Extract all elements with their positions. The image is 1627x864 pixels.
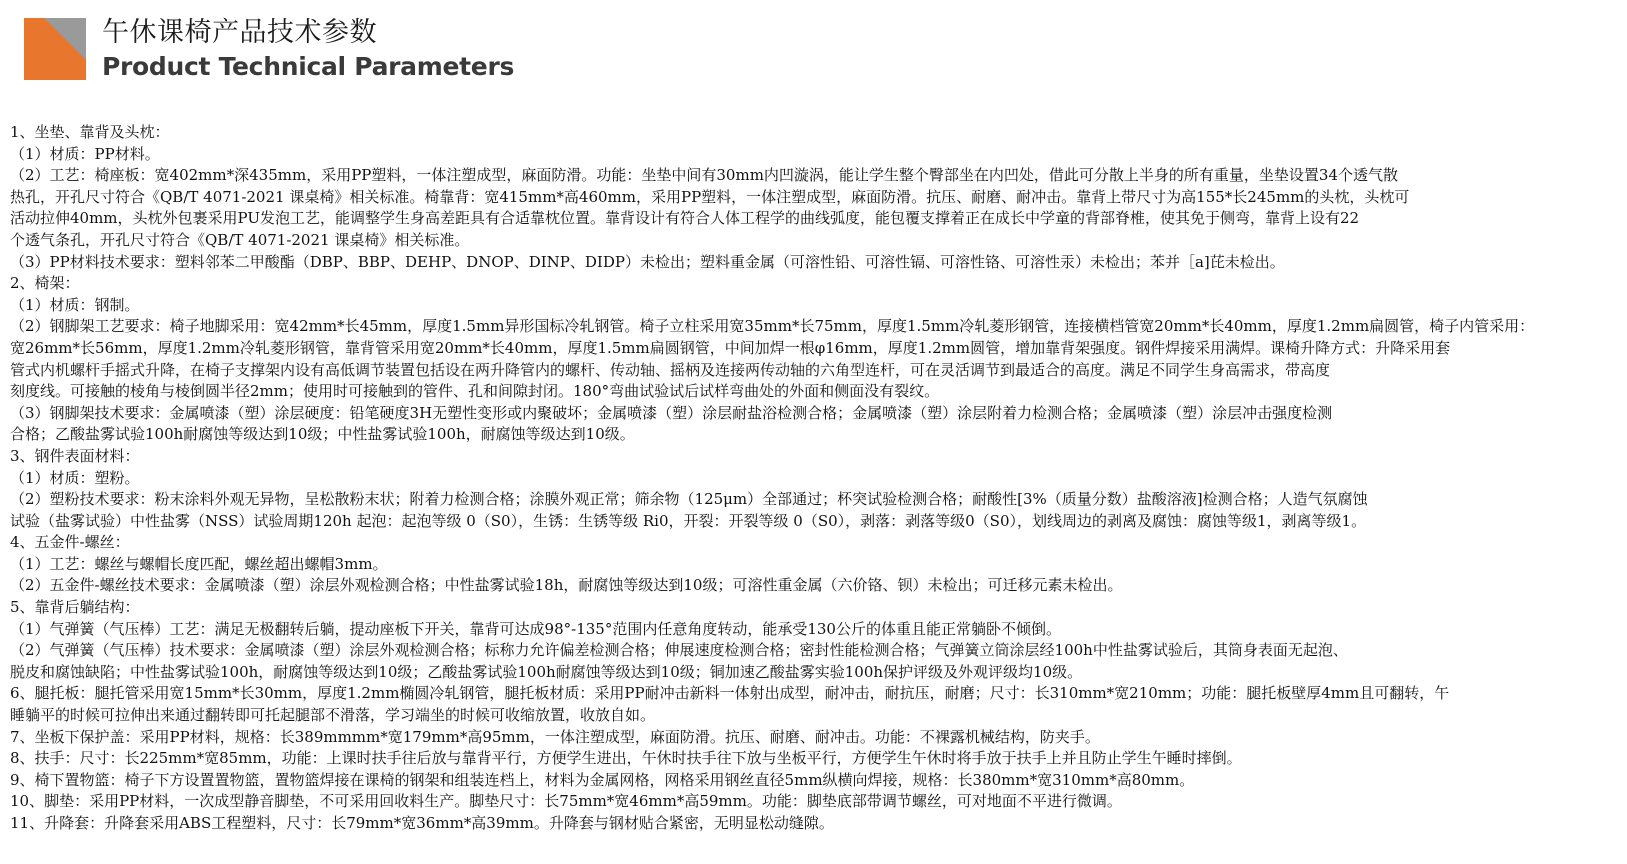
spec-line: 4、五金件-螺丝： xyxy=(10,533,130,552)
spec-line: 9、椅下置物篮：椅子下方设置置物篮，置物篮焊接在课椅的钢架和组装连档上，材料为金属网格，网格采用钢丝直径5mm纵横向焊接，规格：长380mm*宽310mm*高80mm。 xyxy=(10,770,1195,789)
spec-line: （2）工艺：椅座板：宽402mm*深435mm，采用PP塑料，一体注塑成型，麻面防滑。功能：坐垫中间有30mm内凹漩涡，能让学生整个臀部坐在内凹处，借此可分散上半身的所有重量，坐垫设置34个透气散 xyxy=(10,166,1399,185)
page-header xyxy=(24,14,624,84)
spec-line: 宽26mm*长56mm，厚度1.2mm冷轧菱形钢管，靠背管采用宽20mm*长40mm，厚度1.5mm扁圆钢管，中间加焊一根φ16mm，厚度1.2mm圆管，增加靠背架强度。钢件焊接采用满焊。课椅升降方式：升降采用套 xyxy=(10,338,1451,357)
spec-line: 11、升降套：升降套采用ABS工程塑料，尺寸：长79mm*宽36mm*高39mm。升降套与钢材贴合紧密，无明显松动缝隙。 xyxy=(10,814,834,832)
page-title-chinese: 午休课椅产品技术参数 xyxy=(102,17,377,48)
spec-line: 试验（盐雾试验）中性盐雾（NSS）试验周期120h 起泡：起泡等级 0（S0），生锈：生锈等级 Ri0，开裂：开裂等级 0（S0），剥落：剥落等级0（S0），划线周边的剥离及腐蚀：腐蚀等级1，剥离等级1。 xyxy=(10,511,1367,530)
spec-line: （2）钢脚架工艺要求：椅子地脚采用：宽42mm*长45mm，厚度1.5mm异形国标冷轧钢管。椅子立柱采用宽35mm*长75mm，厚度1.5mm冷轧菱形钢管，连接横档管宽20mm*长40mm，厚度1.2mm扁圆管，椅子内管采用： xyxy=(10,317,1535,336)
spec-line: 1、坐垫、靠背及头枕： xyxy=(10,123,170,141)
spec-line: （1）材质：钢制。 xyxy=(10,295,140,314)
spec-line: （1）气弹簧（气压棒）工艺：满足无极翻转后躺，提动座板下开关，靠背可达成98°-135°范围内任意角度转动，能承受130公斤的体重且能正常躺卧不倾倒。 xyxy=(10,619,1061,638)
spec-line: 5、靠背后躺结构： xyxy=(10,598,140,617)
spec-line: （1）材质：塑粉。 xyxy=(10,468,140,487)
spec-line: 3、钢件表面材料： xyxy=(10,446,140,465)
spec-line: 7、坐板下保护盖：采用PP材料，规格：长389mmmm*宽179mm*高95mm，一体注塑成型，麻面防滑。抗压、耐磨、耐冲击。功能：不裸露机械结构，防夹手。 xyxy=(10,727,1100,746)
spec-line: 刻度线。可接触的棱角与棱倒圆半径2mm；使用时可接触到的管件、孔和间隙封闭。180°弯曲试验试后试样弯曲处的外面和侧面没有裂纹。 xyxy=(10,382,940,401)
spec-line: 6、腿托板：腿托管采用宽15mm*长30mm，厚度1.2mm椭圆冷轧钢管，腿托板材质：采用PP耐冲击新料一体射出成型，耐冲击，耐抗压，耐磨；尺寸：长310mm*宽210mm；功能：腿托板壁厚4mm且可翻转，午 xyxy=(10,684,1450,703)
spec-line: （3）钢脚架技术要求：金属喷漆（塑）涂层硬度：铅笔硬度3H无塑性变形或内聚破坏；金属喷漆（塑）涂层耐盐浴检测合格；金属喷漆（塑）涂层附着力检测合格；金属喷漆（塑）涂层冲击强度检测 xyxy=(10,403,1333,422)
spec-line: 8、扶手：尺寸：长225mm*宽85mm，功能：上课时扶手往后放与靠背平行，方便学生进出，午休时扶手往下放与坐板平行，方便学生午休时将手放于扶手上并且防止学生午睡时摔倒。 xyxy=(10,749,1242,768)
spec-line: 管式内机螺杆手摇式升降，在椅子支撑架内设有高低调节装置包括设在两升降管内的螺杆、传动轴、摇柄及连接两传动轴的六角型连杆，可在灵活调节到最适合的高度。满足不同学生身高需求，带高度 xyxy=(10,360,1331,379)
spec-line: 合格；乙酸盐雾试验100h耐腐蚀等级达到10级；中性盐雾试验100h，耐腐蚀等级达到10级。 xyxy=(10,425,635,444)
spec-line: （2）气弹簧（气压棒）技术要求：金属喷漆（塑）涂层外观检测合格；标称力允许偏差检测合格；伸展速度检测合格；密封性能检测合格；气弹簧立筒涂层经100h中性盐雾试验后，其筒身表面无起泡、 xyxy=(10,641,1348,660)
spec-line: 热孔，开孔尺寸符合《QB/T 4071-2021 课桌椅》相关标准。椅靠背：宽415mm*高460mm，采用PP塑料，一体注塑成型，麻面防滑。抗压、耐磨、耐冲击。靠背上带尺寸为高155*长245mm的头枕，头枕可 xyxy=(10,187,1410,206)
spec-line: 睡躺平的时候可拉伸出来通过翻转即可托起腿部不滑落，学习端坐的时候可收缩放置，收放自如。 xyxy=(10,706,656,725)
spec-line: 10、脚垫：采用PP材料，一次成型静音脚垫，不可采用回收料生产。脚垫尺寸：长75mm*宽46mm*高59mm。功能：脚垫底部带调节螺丝，可对地面不平进行微调。 xyxy=(10,792,1122,811)
spec-line: （1）材质：PP材料。 xyxy=(10,144,160,163)
spec-line: 脱皮和腐蚀缺陷；中性盐雾试验100h，耐腐蚀等级达到10级；乙酸盐雾试验100h耐腐蚀等级达到10级；铜加速乙酸盐雾实验100h保护评级及外观评级均10级。 xyxy=(10,662,1083,681)
spec-line: （2）五金件-螺丝技术要求：金属喷漆（塑）涂层外观检测合格；中性盐雾试验18h，耐腐蚀等级达到10级；可溶性重金属（六价铬、钡）未检出；可迁移元素未检出。 xyxy=(10,576,1123,595)
spec-line: 2、椅架： xyxy=(10,274,80,293)
spec-line: （1）工艺：螺丝与螺帽长度匹配，螺丝超出螺帽3mm。 xyxy=(10,554,388,573)
spec-content xyxy=(10,122,1614,835)
spec-line: 活动拉伸40mm，头枕外包裹采用PU发泡工艺，能调整学生身高差距具有合适靠枕位置。靠背设计有符合人体工程学的曲线弧度，能包覆支撑着正在成长中学童的背部脊椎，使其免于侧弯，靠背上设有22 xyxy=(10,209,1360,228)
brand-logo xyxy=(24,18,86,80)
spec-line: （3）PP材料技术要求：塑料邻苯二甲酸酯（DBP、BBP、DEHP、DNOP、DINP、DIDP）未检出；塑料重金属（可溶性铅、可溶性镉、可溶性铬、可溶性汞）未检出；苯并［a]芘未检出。 xyxy=(10,252,1285,271)
spec-line: 个透气条孔，开孔尺寸符合《QB/T 4071-2021 课桌椅》相关标准。 xyxy=(10,230,470,249)
spec-line: （2）塑粉技术要求：粉末涂料外观无异物，呈松散粉末状；附着力检测合格；涂膜外观正常；筛余物（125μm）全部通过；杯突试验检测合格；耐酸性[3%（质量分数）盐酸溶液]检测合格；人造气氛腐蚀 xyxy=(10,490,1368,509)
page-title-english: Product Technical Parameters xyxy=(102,52,515,81)
